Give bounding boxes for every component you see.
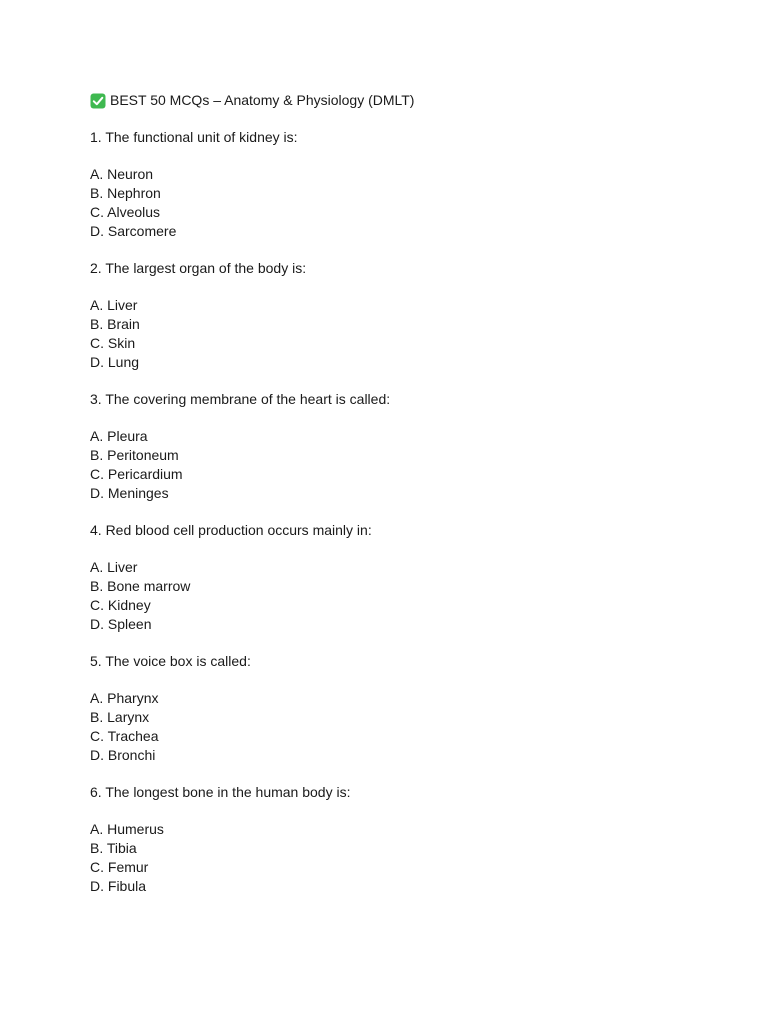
- question-text: 1. The functional unit of kidney is:: [90, 129, 298, 145]
- check-mark-button-icon: [90, 93, 106, 109]
- answer-option: D. Sarcomere: [90, 223, 177, 239]
- question-text: 3. The covering membrane of the heart is called:: [90, 391, 391, 407]
- answer-option: D. Meninges: [90, 485, 169, 501]
- spacer: [90, 765, 730, 783]
- document-page: [90, 91, 730, 914]
- answer-option: B. Bone marrow: [90, 578, 191, 594]
- question-text: 6. The longest bone in the human body is:: [90, 784, 351, 800]
- answer-option: C. Kidney: [90, 597, 151, 613]
- question-block: [90, 128, 730, 259]
- document-title-row: [90, 91, 730, 110]
- answer-option: A. Liver: [90, 297, 138, 313]
- answer-option: B. Nephron: [90, 185, 161, 201]
- spacer: [90, 409, 730, 427]
- answer-option: C. Trachea: [90, 728, 159, 744]
- answer-option: B. Larynx: [90, 709, 150, 725]
- spacer: [90, 802, 730, 820]
- question-block: [90, 259, 730, 390]
- answer-option: C. Pericardium: [90, 466, 183, 482]
- question-block: [90, 521, 730, 652]
- spacer: [90, 671, 730, 689]
- document-title: BEST 50 MCQs – Anatomy & Physiology (DMLT): [110, 92, 415, 108]
- spacer: [90, 372, 730, 390]
- question-text: 2. The largest organ of the body is:: [90, 260, 307, 276]
- question-text: 5. The voice box is called:: [90, 653, 251, 669]
- answer-option: D. Lung: [90, 354, 140, 370]
- answer-option: A. Pharynx: [90, 690, 159, 706]
- question-block: [90, 390, 730, 521]
- spacer: [90, 110, 730, 128]
- question-block: [90, 652, 730, 783]
- answer-option: A. Pleura: [90, 428, 148, 444]
- answer-option: D. Bronchi: [90, 747, 156, 763]
- answer-option: B. Brain: [90, 316, 140, 332]
- answer-option: A. Humerus: [90, 821, 164, 837]
- answer-option: D. Spleen: [90, 616, 152, 632]
- question-text: 4. Red blood cell production occurs mainly in:: [90, 522, 372, 538]
- answer-option: B. Peritoneum: [90, 447, 179, 463]
- spacer: [90, 147, 730, 165]
- answer-option: B. Tibia: [90, 840, 137, 856]
- spacer: [90, 896, 730, 914]
- spacer: [90, 540, 730, 558]
- spacer: [90, 278, 730, 296]
- question-block: [90, 783, 730, 914]
- spacer: [90, 634, 730, 652]
- question-list: [90, 128, 730, 914]
- spacer: [90, 241, 730, 259]
- answer-option: C. Femur: [90, 859, 149, 875]
- answer-option: D. Fibula: [90, 878, 147, 894]
- answer-option: C. Skin: [90, 335, 136, 351]
- answer-option: A. Liver: [90, 559, 138, 575]
- spacer: [90, 503, 730, 521]
- answer-option: C. Alveolus: [90, 204, 161, 220]
- answer-option: A. Neuron: [90, 166, 154, 182]
